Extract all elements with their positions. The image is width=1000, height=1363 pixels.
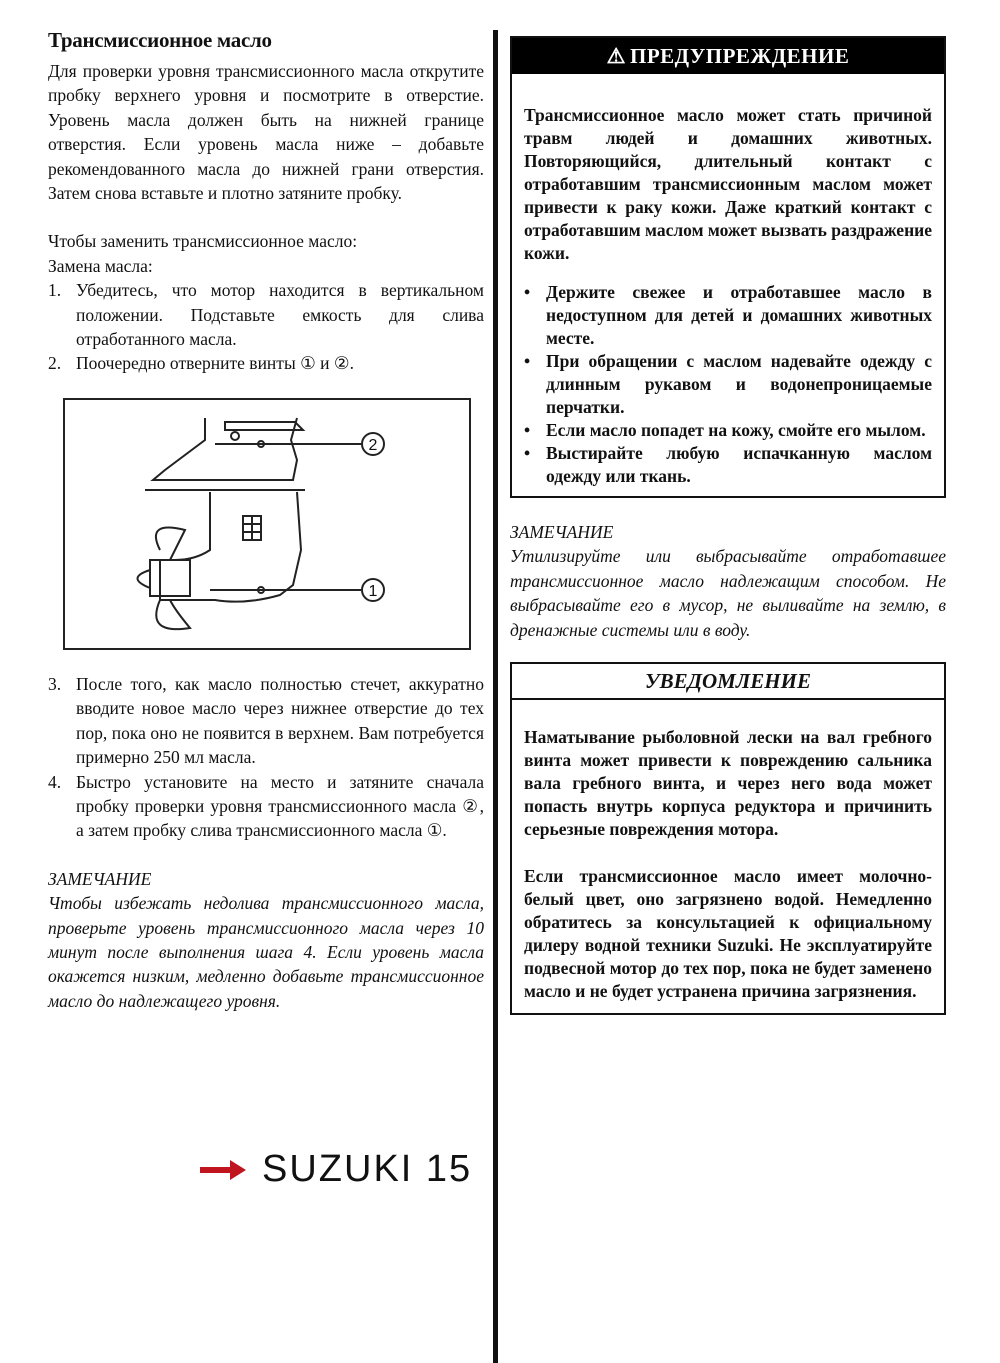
column-divider	[493, 30, 498, 1363]
lower-gearcase-outline	[160, 492, 301, 602]
warning-bullets	[524, 281, 932, 488]
warning-text: Трансмиссионное масло может стать причиной травм людей и домашних животных. Повторяющийся, длительный контакт с отработавшим трансмиссионным маслом может привести к раку кожи. Даже краткий контакт с отработавшим маслом может вызвать раздражение кожи.	[524, 105, 932, 263]
brand-model-label: SUZUKI 15	[262, 1148, 473, 1190]
warning-body	[512, 74, 944, 496]
step-text: После того, как масло полностью стечет, аккуратно вводите новое масло через нижнее отверстие до тех пор, пока оно не появится в верхнем. Вам потребуется примерно 250 мл масла.	[76, 673, 484, 768]
propeller-hub	[150, 560, 190, 596]
step-number: 1.	[48, 280, 62, 301]
warning-title: ПРЕДУПРЕЖДЕНИЕ	[629, 44, 850, 68]
note-heading: ЗАМЕЧАНИЕ	[48, 868, 152, 889]
step-text: Поочередно отверните винты ① и ②.	[76, 353, 354, 374]
warning-box	[510, 36, 946, 498]
note-text: Чтобы избежать недолива трансмиссионного масла, проверьте уровень трансмиссионного масла через 10 минут после выполнения шага 4. Если уровень масла окажется низким, медленно добавьте трансмиссионное масло до надлежащего уровня.	[48, 893, 484, 1011]
list-item: • При обращении с маслом надевайте одежду с длинным рукавом и водонепроницаемые перчатки.	[524, 351, 932, 417]
steps-list-a	[48, 278, 484, 376]
step-text: Убедитесь, что мотор находится в вертикальном положении. Подставьте емкость для слива отработанного масла.	[76, 280, 484, 350]
note-text: Утилизируйте или выбрасывайте отработавшее трансмиссионное масло надлежащим способом. Не выбрасывайте его в мусор, не выливайте на землю, в дренажные системы или в воду.	[510, 546, 946, 640]
notice-paragraph-2: Если трансмиссионное масло имеет молочно-белый цвет, оно загрязнено водой. Немедленно обратитесь за консультацией к официальному дилеру водной техники Suzuki. Не эксплуатируйте подвесной мотор до тех пор, пока не будет заменено масло и не будет устранена причина загрязнения.	[524, 866, 932, 1002]
step-item	[48, 770, 484, 843]
propeller-blade-bottom	[156, 600, 190, 629]
step-item	[48, 672, 484, 770]
level-screw	[231, 432, 239, 440]
step-number: 4.	[48, 771, 62, 792]
step-number: 2.	[48, 353, 62, 374]
section-title: Трансмиссионное масло	[48, 28, 272, 52]
replace-intro-line-2: Замена масла:	[48, 255, 153, 276]
left-column	[48, 28, 484, 1013]
step-item	[48, 278, 484, 351]
red-arrow-icon	[200, 1157, 248, 1183]
gearcase-diagram	[63, 398, 471, 650]
step-number: 3.	[48, 673, 62, 694]
notice-body	[512, 700, 944, 1013]
gearcase-drawing	[65, 400, 469, 648]
step-text: Быстро установите на место и затяните сначала пробку проверки уровня трансмиссионного масла ②, а затем пробку слива трансмиссионного масла ①.	[76, 771, 484, 841]
note-heading: ЗАМЕЧАНИЕ	[510, 522, 614, 542]
notice-paragraph-1: Наматывание рыболовной лески на вал гребного винта может привести к повреждению сальника вала гребного винта, и через него вода может попасть внутрь корпуса редуктора и причинить серьезные повреждения мотора.	[524, 727, 932, 840]
propeller-blade-side	[138, 570, 151, 588]
intro-paragraph: Для проверки уровня трансмиссионного масла открутите пробку верхнего уровня и посмотрите в отверстие. Уровень масла должен быть на нижней границе отверстия. Если уровень масла ниже – добавьте рекомендованного масла до нижней грани отверстия. Затем снова вставьте и плотно затяните пробку.	[48, 61, 484, 204]
upper-flange	[225, 422, 303, 430]
list-item: • Если масло попадет на кожу, смойте его мылом.	[524, 420, 926, 440]
notice-title: УВЕДОМЛЕНИЕ	[512, 664, 944, 700]
notice-box	[510, 662, 946, 1015]
callout-1-label: 1	[368, 582, 378, 600]
warning-header	[512, 38, 944, 74]
propeller-blade-top	[156, 527, 185, 560]
brand-footer	[200, 1148, 472, 1191]
list-item: • Держите свежее и отработавшее масло в недоступном для детей и домашних животных месте.	[524, 282, 932, 348]
right-column	[510, 36, 946, 1015]
callout-2-label: 2	[368, 436, 378, 454]
steps-list-b	[48, 672, 484, 843]
warning-triangle-icon: ⚠	[606, 44, 626, 68]
list-item: • Выстирайте любую испачканную маслом одежду или ткань.	[524, 443, 932, 486]
step-item	[48, 351, 484, 375]
replace-intro-line-1: Чтобы заменить трансмиссионное масло:	[48, 231, 358, 252]
